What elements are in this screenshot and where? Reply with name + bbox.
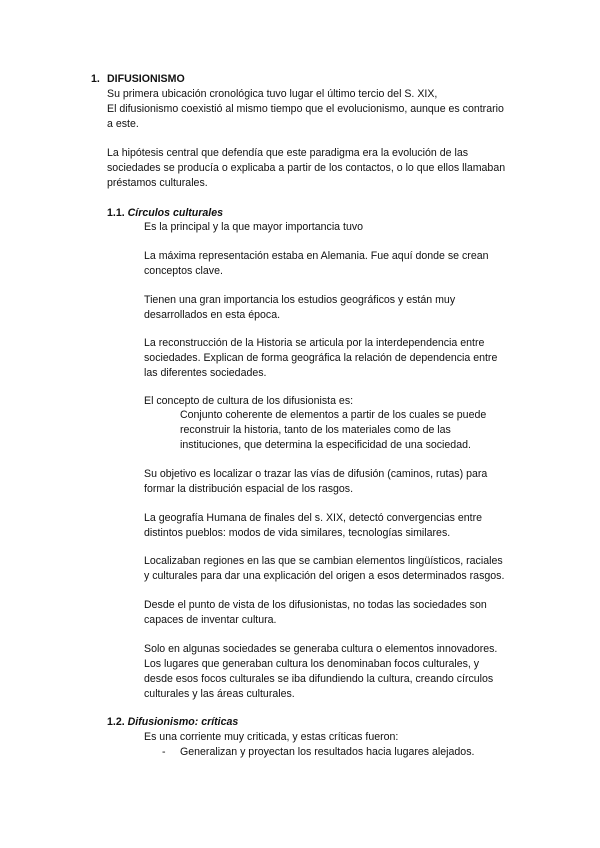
text-line: culturales y las áreas culturales. [144, 688, 295, 700]
text-line: sociedades se producía o explicaba a partir de los contactos, o lo que ellos llamaban [107, 162, 506, 174]
hypothesis-paragraph [107, 146, 505, 191]
text-line: distintos pueblos: modos de vida similares, tecnologías similares. [144, 527, 451, 539]
text-line: Es una corriente muy criticada, y estas críticas fueron: [144, 731, 399, 743]
text-line: instituciones, que determina la especificidad de una sociedad. [180, 439, 471, 451]
subsection-heading [107, 206, 223, 221]
bullet-text: Generalizan y proyectan los resultados hacia lugares alejados. [180, 746, 475, 758]
text-line: desde esos focos culturales se iba difundiendo la cultura, creando círculos [144, 673, 494, 685]
text-line: Solo en algunas sociedades se generaba cultura o elementos innovadores. [144, 643, 498, 655]
text-line: Su objetivo es localizar o trazar las vías de difusión (caminos, rutas) para [144, 468, 488, 480]
text-line: El concepto de cultura de los difusionista es: [144, 395, 354, 407]
paragraph [144, 730, 398, 745]
text-line: La geografía Humana de finales del s. XIX, detectó convergencias entre [144, 512, 483, 524]
definition-quote [180, 408, 486, 453]
subsection-number: 1.1. [107, 207, 125, 219]
paragraph [144, 220, 363, 235]
text-line: desarrollados en esta época. [144, 309, 281, 321]
paragraph [144, 511, 482, 541]
text-line: La hipótesis central que defendía que este paradigma era la evolución de las [107, 147, 469, 159]
text-line: conceptos clave. [144, 265, 223, 277]
text-line: Tienen una gran importancia los estudios geográficos y están muy [144, 294, 456, 306]
subsection-title: Círculos culturales [127, 207, 223, 219]
paragraph [144, 598, 487, 628]
paragraph [144, 336, 497, 381]
text-line: capaces de inventar cultura. [144, 614, 277, 626]
paragraph [144, 467, 487, 497]
text-line: Es la principal y la que mayor importancia tuvo [144, 221, 364, 233]
bullet-item [162, 745, 474, 760]
text-line: a este. [107, 118, 139, 130]
paragraph [144, 394, 353, 409]
text-line: reconstruir la historia, tanto de los materiales como de las [180, 424, 451, 436]
text-line: préstamos culturales. [107, 177, 208, 189]
subsection-heading [107, 715, 238, 730]
text-line: La máxima representación estaba en Alemania. Fue aquí donde se crean [144, 250, 489, 262]
text-line: sociedades. Explican de forma geográfica la relación de dependencia entre [144, 352, 498, 364]
text-line: Los lugares que generaban cultura los denominaban focos culturales, y [144, 658, 480, 670]
paragraph [144, 249, 489, 279]
section-title: DIFUSIONISMO [107, 73, 185, 85]
text-line: El difusionismo coexistió al mismo tiempo que el evolucionismo, aunque es contrario [107, 103, 504, 115]
section-heading [91, 72, 185, 87]
text-line: Su primera ubicación cronológica tuvo lugar el último tercio del S. XIX, [107, 88, 438, 100]
text-line: Conjunto coherente de elementos a partir de los cuales se puede [180, 409, 487, 421]
paragraph [144, 642, 497, 702]
text-line: La reconstrucción de la Historia se articula por la interdependencia entre [144, 337, 485, 349]
bullet-marker: - [162, 746, 166, 758]
subsection-title: Difusionismo: críticas [127, 716, 239, 728]
paragraph [144, 293, 455, 323]
text-line: Localizaban regiones en las que se cambian elementos lingüísticos, raciales [144, 555, 503, 567]
section-number: 1. [91, 73, 100, 85]
intro-paragraph [107, 87, 504, 132]
subsection-number: 1.2. [107, 716, 125, 728]
text-line: las diferentes sociedades. [144, 367, 267, 379]
text-line: y culturales para dar una explicación del origen a esos determinados rasgos. [144, 570, 505, 582]
text-line: formar la distribución espacial de los rasgos. [144, 483, 354, 495]
text-line: Desde el punto de vista de los difusionistas, no todas las sociedades son [144, 599, 487, 611]
paragraph [144, 554, 504, 584]
